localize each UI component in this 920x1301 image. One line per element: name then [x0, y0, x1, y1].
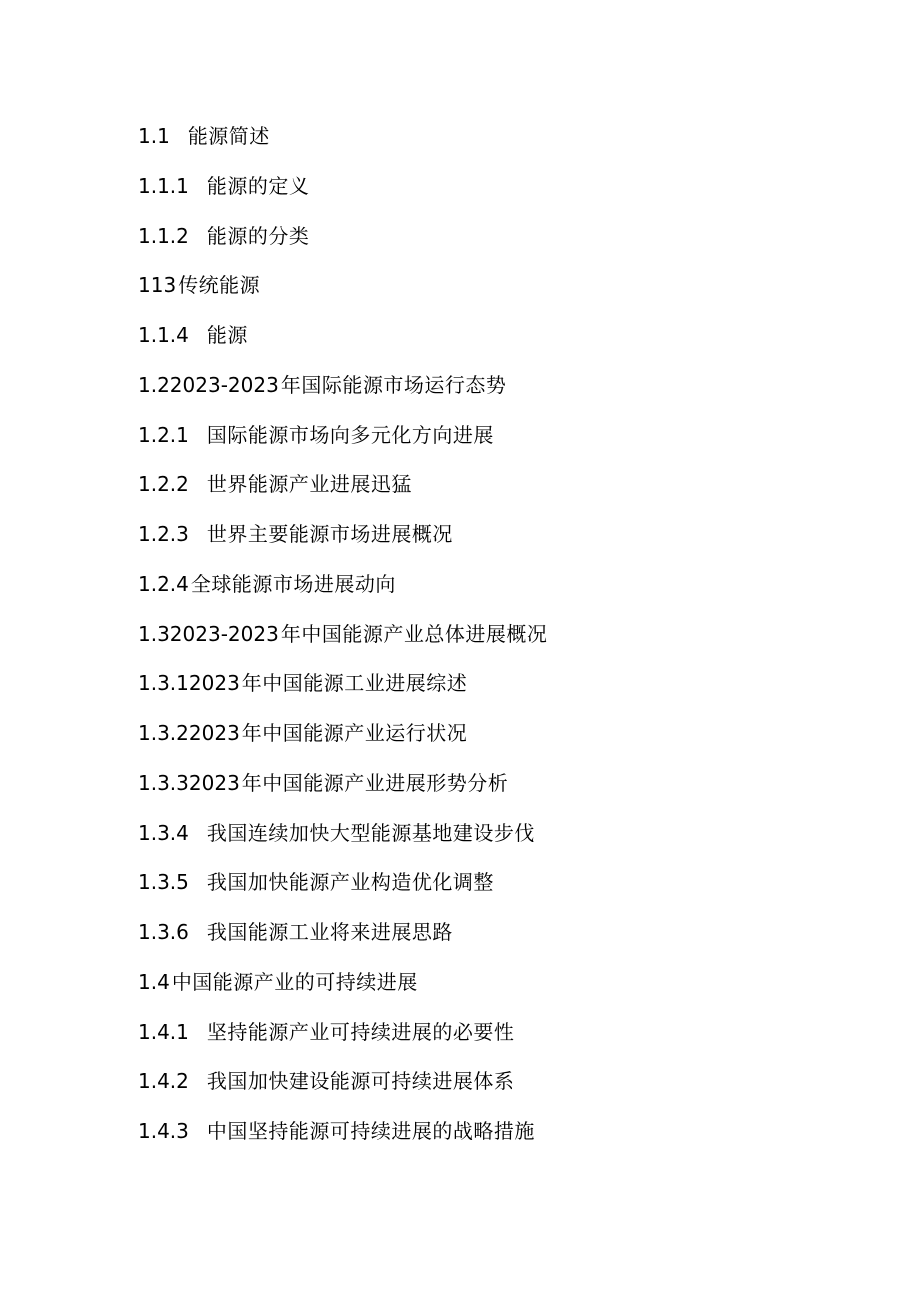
toc-entry-1-3-1 — [138, 660, 838, 710]
toc-entry-title: 我国能源工业将来进展思路 — [206, 920, 453, 944]
toc-entry-title: 我国连续加快大型能源基地建设步伐 — [206, 820, 535, 845]
toc-entry-number: 1.3.12023 — [138, 671, 240, 696]
toc-entry-number: 1.3.4 — [138, 820, 189, 845]
toc-entry-number: 1.1.2 — [138, 223, 189, 248]
toc-entry-number: 1.1.4 — [138, 323, 189, 347]
toc-entry-number: 1.4 — [138, 969, 170, 994]
toc-entry-number: 1.2.4 — [138, 571, 189, 596]
toc-entry-number: 1.3.32023 — [138, 770, 240, 795]
toc-entry-number: 1.2.1 — [138, 422, 189, 447]
toc-entry-1-2-1 — [138, 412, 838, 462]
toc-entry-title: 能源的定义 — [206, 173, 310, 198]
toc-entry-1-3-5 — [138, 859, 838, 909]
toc-entry-number: 1.2.3 — [138, 522, 189, 546]
toc-entry-1-1 — [138, 113, 838, 163]
toc-entry-title: 年中国能源产业总体进展概况 — [280, 621, 548, 646]
toc-entry-title: 全球能源市场进展动向 — [190, 571, 396, 596]
toc-entry-title: 中国能源产业的可持续进展 — [171, 969, 418, 994]
toc-entry-number: 1.3.22023 — [138, 721, 240, 745]
table-of-contents — [138, 113, 838, 1158]
toc-entry-title: 国际能源市场向多元化方向进展 — [206, 422, 494, 447]
toc-entry-title: 能源简述 — [187, 124, 270, 148]
toc-entry-title: 年中国能源产业进展形势分析 — [241, 770, 509, 795]
toc-entry-1-4-1 — [138, 1009, 838, 1059]
toc-entry-title: 传统能源 — [178, 273, 261, 298]
toc-entry-number: 1.32023-2023 — [138, 621, 279, 646]
toc-entry-1-4-3 — [138, 1108, 838, 1158]
toc-entry-title: 我国加快建设能源可持续进展体系 — [206, 1069, 515, 1094]
toc-entry-title: 世界主要能源市场进展概况 — [206, 522, 453, 546]
toc-entry-title: 年国际能源市场运行态势 — [280, 372, 507, 397]
toc-entry-1-4-2 — [138, 1058, 838, 1108]
toc-entry-title: 我国加快能源产业构造优化调整 — [206, 870, 494, 895]
toc-entry-number: 1.3.6 — [138, 920, 189, 944]
toc-entry-number: 1.1 — [138, 124, 170, 148]
toc-entry-title: 能源 — [206, 323, 248, 347]
toc-entry-title: 中国坚持能源可持续进展的战略措施 — [206, 1119, 535, 1143]
toc-entry-title: 年中国能源产业运行状况 — [241, 721, 468, 745]
toc-entry-1-1-4 — [138, 312, 838, 362]
toc-entry-1-3-2 — [138, 710, 838, 760]
toc-entry-title: 世界能源产业进展迅猛 — [206, 472, 412, 497]
toc-entry-number: 1.2.2 — [138, 472, 189, 497]
toc-entry-number: 1.3.5 — [138, 870, 189, 895]
toc-entry-1-2-2 — [138, 461, 838, 511]
toc-entry-1-1-2 — [138, 213, 838, 263]
toc-entry-1-2-3 — [138, 511, 838, 561]
toc-entry-number: 1.22023-2023 — [138, 372, 279, 397]
toc-entry-1-1-3 — [138, 262, 838, 312]
toc-entry-number: 113 — [138, 273, 177, 298]
toc-entry-1-4 — [138, 959, 838, 1009]
toc-entry-1-2 — [138, 362, 838, 412]
toc-entry-number: 1.4.1 — [138, 1019, 189, 1044]
toc-entry-1-1-1 — [138, 163, 838, 213]
toc-entry-title: 坚持能源产业可持续进展的必要性 — [206, 1019, 515, 1044]
toc-entry-1-3 — [138, 611, 838, 661]
toc-entry-title: 能源的分类 — [206, 223, 310, 248]
toc-entry-number: 1.4.3 — [138, 1119, 189, 1143]
toc-entry-title: 年中国能源工业进展综述 — [241, 671, 468, 696]
toc-entry-1-3-3 — [138, 760, 838, 810]
toc-entry-1-3-6 — [138, 909, 838, 959]
toc-entry-1-3-4 — [138, 810, 838, 860]
toc-entry-1-2-4 — [138, 561, 838, 611]
toc-entry-number: 1.4.2 — [138, 1069, 189, 1094]
toc-entry-number: 1.1.1 — [138, 173, 189, 198]
